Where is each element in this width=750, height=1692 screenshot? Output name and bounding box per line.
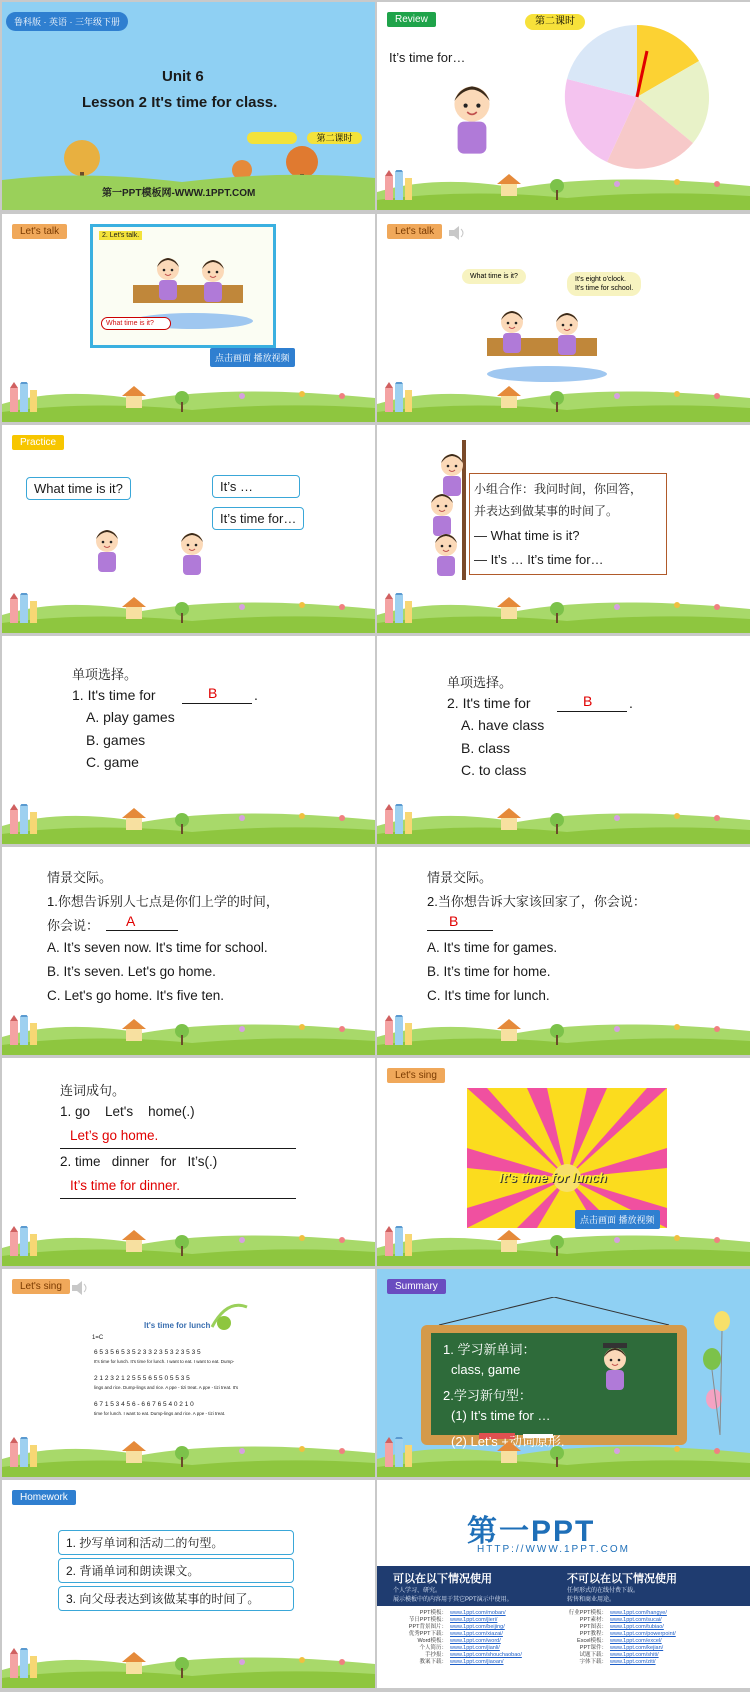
resource-link-label: PPT背景图片： [408,1624,447,1630]
allow-item-1: 个人学习、研究。 [393,1588,442,1594]
question-stem: 2. It's time for [447,695,531,711]
score-lyric-3: time for lunch. I want to eat. Dump-lings and rice. A ppe - tizi treat. [94,1411,226,1416]
slide-title[interactable] [2,2,375,210]
score-notes-1: 6 5 3 5 6 5 3 5 2 3 3 2 3 5 3 2 3 5 3 5 [94,1349,201,1356]
ground-decoration [377,1015,750,1055]
resource-link[interactable]: www.1ppt.com/moban/ [450,1610,506,1616]
slide-group-work[interactable] [377,425,750,633]
boy-figure [87,527,127,577]
option-c: C. It's time for lunch. [427,988,550,1003]
slide-lets-sing[interactable] [377,1058,750,1266]
resource-link-row [567,1659,747,1666]
ground-decoration [2,382,375,422]
speaker-icon[interactable] [447,224,467,242]
option-c: C. game [86,754,139,770]
speaker-icon[interactable] [70,1279,90,1297]
option-a: A. have class [461,717,545,733]
question-line-1: 2.当你想告诉大家该回家了，你会说： [427,894,646,909]
task-card [469,473,667,575]
resource-link-row [567,1645,747,1652]
resource-link-row [407,1624,577,1631]
resource-link-row [407,1610,577,1617]
slide-song-score[interactable] [2,1269,375,1477]
resource-link-row [407,1659,577,1666]
lets-sing-tag: Let's sing [387,1068,445,1083]
section-head: 情景交际。 [47,870,113,885]
resource-link[interactable]: www.1ppt.com/shouchaobao/ [450,1652,522,1658]
task-line-2: 并表达到做某事的时间了。 [474,504,619,518]
resource-link[interactable]: www.1ppt.com/tubiao/ [610,1624,664,1630]
ground-decoration [377,170,750,210]
slide-scenario-1[interactable] [2,847,375,1055]
summary-line-2: class, game [451,1362,521,1377]
resource-link-label: 个人简历： [419,1645,447,1651]
question-line-1: 1.你想告诉别人七点是你们上学的时间， [47,894,279,909]
option-c: C. Let's go home. It's five ten. [47,988,224,1003]
period-pill: 第二课时 [307,132,362,144]
answer-bubble-2: It’s time for… [212,507,304,530]
deny-title: 不可以在以下情况使用 [567,1573,677,1585]
resource-link-row [567,1610,747,1617]
answer-letter: B [583,693,593,709]
resource-link-label: 教案下载： [419,1659,447,1665]
resource-link[interactable]: www.1ppt.com/sucai/ [610,1617,662,1623]
publisher-badge: 鲁科版 · 英语 · 三年级下册 [6,12,128,31]
music-note-icon [202,1297,252,1333]
task-line-3: — What time is it? [474,528,580,543]
deny-item-1: 任何形式的在线付费下载。 [567,1588,640,1594]
option-b: B. games [86,732,146,748]
resource-link-row [567,1638,747,1645]
resource-link[interactable]: www.1ppt.com/ziti/ [610,1659,656,1665]
ground-decoration [377,593,750,633]
resource-link[interactable]: www.1ppt.com/hangye/ [610,1610,667,1616]
resource-link-row [407,1645,577,1652]
stem-end: . [254,687,258,703]
resource-link[interactable]: www.1ppt.com/jianli/ [450,1645,500,1651]
scrambled-2: 2. time dinner for It’s(.) [60,1154,218,1169]
summary-line-3: 2.学习新句型： [443,1388,532,1403]
links-left [407,1610,577,1666]
song-title: It's time for lunch [499,1170,607,1185]
links-right [567,1610,747,1666]
ground-decoration [2,804,375,844]
summary-tag: Summary [387,1279,446,1294]
resource-link-label: 节日PPT模板： [408,1617,447,1623]
answer-letter: B [208,685,218,701]
slide-choice-2[interactable] [377,636,750,844]
homework-item-3: 3. 向父母表达到该做某事的时间了。 [58,1586,294,1611]
slide-brand-footer[interactable] [377,1480,750,1688]
resource-link[interactable]: www.1ppt.com/word/ [450,1638,501,1644]
resource-link-label: PPT课件： [579,1645,607,1651]
lets-talk-tag: Let's talk [387,224,442,239]
resource-link-label: Word模板： [417,1638,447,1644]
scrambled-1: 1. go Let's home(.) [60,1104,195,1119]
review-prompt: It’s time for… [389,50,466,65]
option-a: A. play games [86,709,175,725]
question-stem: 1. It's time for [72,687,156,703]
resource-link-label: PPT图表： [579,1624,607,1630]
resource-link-label: 字体下载： [579,1659,607,1665]
ground-decoration [377,1226,750,1266]
lets-sing-tag: Let's sing [12,1279,70,1294]
key-signature: 1=C [92,1335,104,1341]
homework-item-2: 2. 背诵单词和朗读课文。 [58,1558,294,1583]
option-b: B. class [461,740,511,756]
slide-sentence-building[interactable] [2,1058,375,1266]
brand-logo: 第一PPT [467,1515,596,1548]
book-label: 2. Let's talk. [99,231,142,240]
allow-item-2: 展示模板中的内容用于其它PPT演示中使用。 [393,1597,513,1603]
unit-title: Unit 6 [162,68,204,85]
brand-url[interactable]: HTTP://WWW.1PPT.COM [477,1544,630,1555]
textbook-frame [90,224,276,348]
answer-bubble-1: It’s … [212,475,300,498]
resource-link-row [567,1652,747,1659]
slide-choice-1[interactable] [2,636,375,844]
resource-link[interactable]: www.1ppt.com/jiaoan/ [450,1659,504,1665]
slide-lets-talk[interactable] [2,214,375,422]
resource-link-row [567,1624,747,1631]
summary-line-5: (2) Let’s +动词原形. [451,1434,565,1449]
section-head: 连词成句。 [60,1083,126,1098]
resource-link[interactable]: www.1ppt.com/jieri/ [450,1617,498,1623]
ground-decoration [2,593,375,633]
slide-summary[interactable] [377,1269,750,1477]
resource-link-label: 行业PPT模板： [568,1610,607,1616]
play-video-button[interactable]: 点击画面 播放视频 [575,1210,660,1229]
question-line-2: 你会说： [47,918,100,933]
section-head: 单项选择。 [72,667,138,682]
resource-link-row [567,1631,747,1638]
deny-item-2: 转售和商业用途。 [567,1597,616,1603]
answer-line-2: It's time for school. [575,285,634,292]
kids-peeking-illustration [422,440,472,580]
period-pill: 第二课时 [525,14,585,30]
option-a: A. It’s seven now. It's time for school. [47,940,268,955]
option-a: A. It's time for games. [427,940,558,955]
slide-practice[interactable] [2,425,375,633]
score-title: It's time for lunch [144,1321,211,1330]
resource-link[interactable]: www.1ppt.com/powerpoint/ [610,1631,676,1637]
ground-decoration [2,1015,375,1055]
resource-link-label: Excel模板： [577,1638,607,1644]
summary-line-4: (1) It’s time for … [451,1408,551,1423]
ground-decoration [2,1648,375,1688]
option-c: C. to class [461,762,527,778]
usage-panel [377,1566,750,1606]
question-bubble: What time is it? [101,317,171,330]
task-line-4: — It’s … It’s time for… [474,552,604,567]
activity-wheel [562,22,712,172]
answer-line-1: It's eight o'clock. [575,276,626,283]
option-b: B. It’s seven. Let's go home. [47,964,216,979]
score-lyric-2: lings and rice. Dump-lings and rice. A ppe - tizi treat. A ppe - tizi treat. It's [94,1385,239,1390]
homework-item-1: 1. 抄写单词和活动二的句型。 [58,1530,294,1555]
resource-link[interactable]: www.1ppt.com/shiti/ [610,1652,659,1658]
resource-link-label: PPT教程： [579,1631,607,1637]
task-line-1: 小组合作：我问时间，你回答， [474,482,643,496]
homework-tag: Homework [12,1490,76,1505]
resource-link[interactable]: www.1ppt.com/beijing/ [450,1624,505,1630]
resource-link-row [407,1652,577,1659]
ground-decoration [2,1226,375,1266]
resource-link-row [407,1638,577,1645]
resource-link-label: PPT模板： [419,1610,447,1616]
option-b: B. It’s time for home. [427,964,551,979]
score-notes-3: 6 7 1 5 3 4 5 6 - 6 6 7 6 5 4 0 2 1 0 [94,1401,194,1408]
ground-decoration [377,1437,750,1477]
answer-blank [427,915,493,931]
ground-decoration [2,1437,375,1477]
question-bubble: What time is it? [26,477,131,500]
stem-end: . [629,695,633,711]
section-head: 情景交际。 [427,870,493,885]
graduate-kid-illustration [595,1341,635,1401]
watermark: 第一PPT模板网-WWW.1PPT.COM [102,188,256,199]
slide-lets-talk-dialog[interactable] [377,214,750,422]
resource-link-row [407,1631,577,1638]
song-video-poster[interactable] [467,1088,667,1228]
answer-letter: B [449,913,459,929]
resource-link[interactable]: www.1ppt.com/kejian/ [610,1645,664,1651]
resource-link-label: 优秀PPT下载： [408,1631,447,1637]
resource-link[interactable]: www.1ppt.com/excel/ [610,1638,662,1644]
ground-decoration [377,804,750,844]
score-lyric-1: It's time for lunch. It's time for lunch. I want to eat. I want to eat. Dump- [94,1359,235,1364]
two-kids-illustration [477,294,607,384]
slide-scenario-2[interactable] [377,847,750,1055]
score-notes-2: 2 1 2 3 2 1 2 5 5 5 6 5 5 0 5 5 3 5 [94,1375,190,1382]
resource-link-row [407,1617,577,1624]
answer-bubble [567,272,641,296]
resource-link-label: PPT素材： [579,1617,607,1623]
resource-link-label: 手抄报： [424,1652,447,1658]
answer-letter: A [126,913,136,929]
girl-figure [172,530,212,580]
answer-sentence-1: Let’s go home. [70,1128,159,1143]
practice-tag: Practice [12,435,64,450]
girl-figure [437,82,517,162]
slide-review[interactable] [377,2,750,210]
resource-link-label: 试题下载： [579,1652,607,1658]
ground-decoration [377,382,750,422]
question-bubble: What time is it? [462,269,526,284]
slide-homework[interactable] [2,1480,375,1688]
resource-link-row [567,1617,747,1624]
resource-link[interactable]: www.1ppt.com/xiazai/ [450,1631,503,1637]
answer-blank [106,915,178,931]
allow-title: 可以在以下情况使用 [393,1573,492,1585]
balloons-decoration [702,1309,742,1439]
play-video-button[interactable]: 点击画面 播放视频 [210,348,295,367]
lesson-title: Lesson 2 It's time for class. [82,94,278,111]
review-tag: Review [387,12,436,27]
answer-sentence-2: It’s time for dinner. [70,1178,181,1193]
lets-talk-tag: Let's talk [12,224,67,239]
summary-line-1: 1. 学习新单词： [443,1342,536,1357]
section-head: 单项选择。 [447,675,513,690]
